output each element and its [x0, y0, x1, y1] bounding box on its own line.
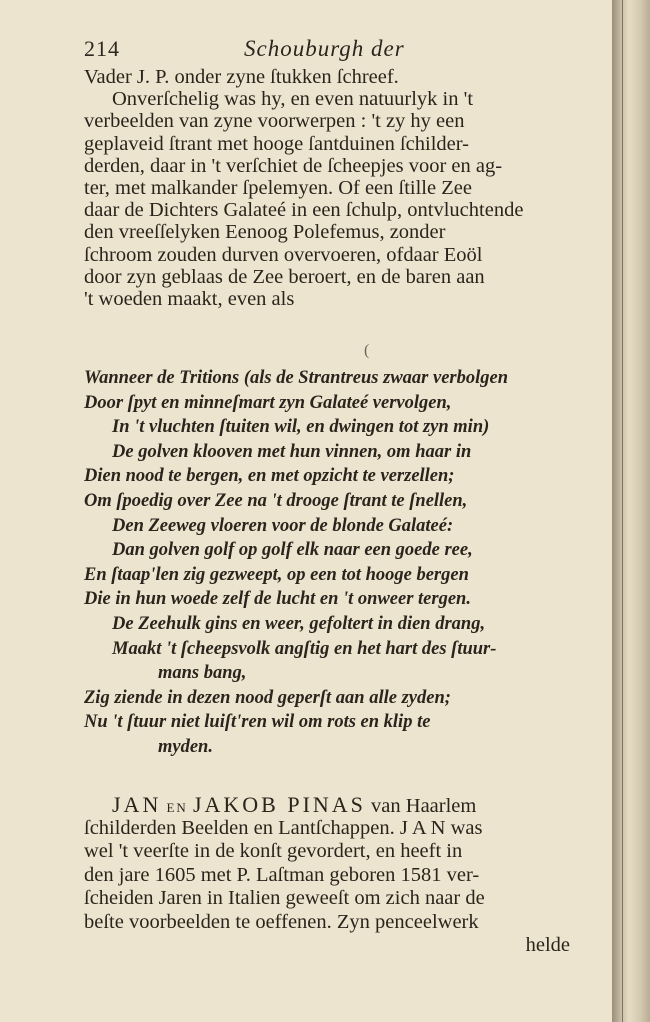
margin-mark: (: [364, 342, 370, 359]
prose-line: 't woeden maakt, even als: [84, 287, 295, 310]
poem-quotation: [84, 366, 584, 760]
poem-line: De golven klooven met hun vinnen, om haar in: [112, 441, 472, 462]
conjunction: EN: [166, 800, 188, 815]
poem-line: Wanneer de Tritions (als de Strantreus zwaar verbolgen: [84, 368, 509, 388]
poem-line: De Zeehulk gins en weer, gefoltert in dien drang,: [112, 613, 486, 634]
prose-line: door zyn geblaas de Zee beroert, en de baren aan: [84, 265, 485, 288]
poem-line: myden.: [158, 736, 213, 757]
prose-line: ter, met malkander ſpelemyen. Of een ſtille Zee: [84, 176, 472, 199]
biography-line: ſcheiden Jaren in Italien geweeſt om zich naar de: [84, 887, 485, 909]
prose-paragraph: [84, 66, 574, 310]
poem-line: Dan golven golf op golf elk naar een goede ree,: [112, 540, 473, 561]
poem-line: In 't vluchten ſtuiten wil, en dwingen tot zyn min): [112, 417, 490, 438]
prose-line: daar de Dichters Galateé in een ſchulp, ontvluchtende: [84, 199, 524, 222]
prose-line: Onverſchelig was hy, en even natuurlyk in 't: [112, 88, 474, 111]
poem-line: Maakt 't ſcheepsvolk angſtig en het hart des ſtuur-: [112, 638, 497, 659]
painter-name: JAN: [112, 792, 162, 817]
page-number: 214: [84, 36, 120, 61]
biography-paragraph: [84, 793, 574, 958]
book-page-edge: [612, 0, 650, 1022]
biography-text: van Haarlem: [365, 795, 477, 817]
poem-line: Den Zeeweg vloeren voor de blonde Galateé:: [112, 515, 454, 536]
poem-line: mans bang,: [158, 663, 247, 684]
poem-line: Zig ziende in dezen nood geperſt aan alle zyden;: [84, 687, 451, 708]
poem-line: Om ſpoedig over Zee na 't drooge ſtrant te ſnellen,: [84, 490, 468, 511]
prose-line: ſchroom zouden durven overvoeren, ofdaar Eoöl: [84, 243, 483, 266]
prose-line: geplaveid ſtrant met hooge ſantduinen ſchilder-: [84, 132, 469, 155]
catchword: helde: [525, 934, 570, 956]
prose-line: Vader J. P. onder zyne ſtukken ſchreef.: [84, 66, 399, 88]
running-head: Schouburgh der: [244, 36, 405, 61]
prose-line: verbeelden van zyne voorwerpen : 't zy hy een: [84, 110, 465, 133]
biography-line: beſte voorbeelden te oeffenen. Zyn penceelwerk: [84, 910, 479, 933]
poem-line: En ſtaap'len zig gezweept, op een tot hooge bergen: [84, 564, 469, 585]
poem-line: Nu 't ſtuur niet luiſt'ren wil om rots en klip te: [84, 712, 431, 733]
biography-line: den jare 1605 met P. Laſtman geboren 1581 ver-: [84, 863, 480, 886]
painter-name: JAKOB PINAS: [192, 792, 366, 817]
biography-line: wel 't veerſte in de konſt gevordert, en heeft in: [84, 840, 463, 862]
biography-heading-line: [84, 793, 574, 817]
poem-line: Dien nood te bergen, en met opzicht te verzellen;: [84, 466, 455, 487]
poem-line: Die in hun woede zelf de lucht en 't onweer tergen.: [84, 589, 471, 610]
poem-line: Door ſpyt en minneſmart zyn Galateé vervolgen,: [84, 392, 452, 413]
prose-line: derden, daar in 't verſchiet de ſcheepjes voor en ag-: [84, 154, 503, 177]
page-header: [84, 36, 584, 66]
prose-line: den vreeſſelyken Eenoog Polefemus, zonder: [84, 221, 446, 244]
biography-line: ſchilderden Beelden en Lantſchappen. J A N was: [84, 816, 483, 839]
